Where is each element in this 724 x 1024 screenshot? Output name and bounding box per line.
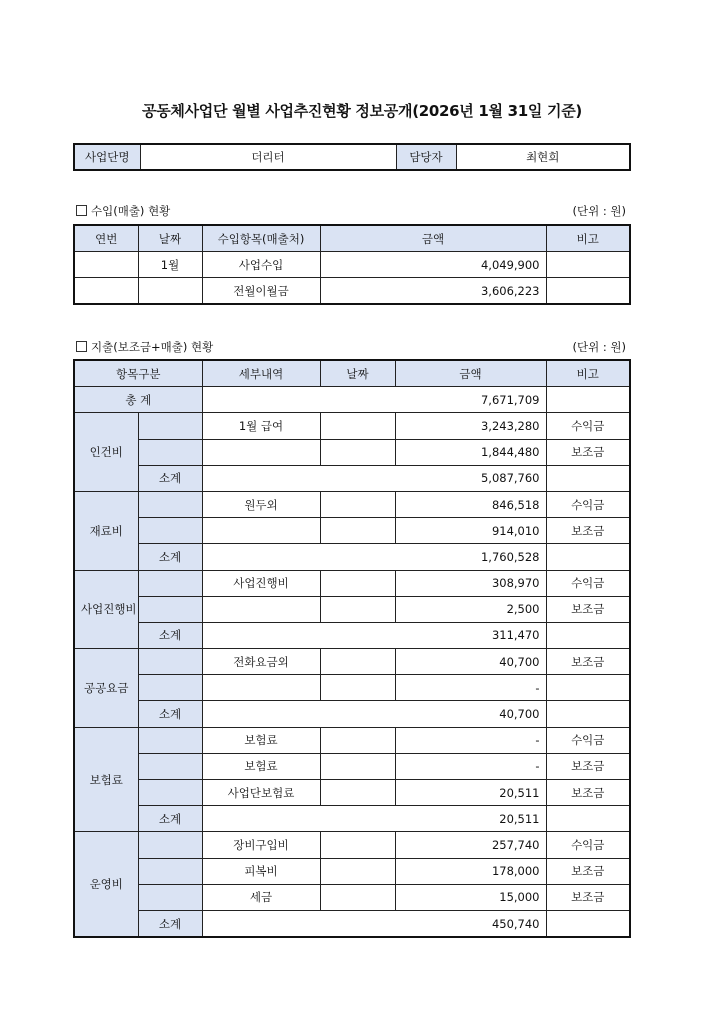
income-cell-no (74, 252, 138, 278)
expense-amount: - (395, 753, 546, 779)
expense-detail (202, 675, 320, 701)
subtotal-label: 소계 (138, 806, 202, 832)
income-cell-item: 전월이월금 (202, 278, 320, 305)
table-row (74, 675, 630, 701)
expense-detail (202, 439, 320, 465)
expense-amount: 846,518 (395, 491, 546, 517)
table-row (74, 439, 630, 465)
expense-amount: 257,740 (395, 832, 546, 858)
expense-heading (76, 339, 213, 355)
expense-date (320, 596, 395, 622)
subtotal-note (546, 622, 630, 648)
total-amount: 7,671,709 (202, 387, 546, 413)
expense-note: 보조금 (546, 780, 630, 806)
income-cell-amount: 4,049,900 (320, 252, 546, 278)
subtotal-row (74, 465, 630, 491)
expense-date (320, 413, 395, 439)
income-unit: (단위 : 원) (572, 204, 626, 218)
income-cell-amount: 3,606,223 (320, 278, 546, 305)
info-table (73, 143, 631, 171)
income-heading-text: 수입(매출) 현황 (91, 204, 171, 218)
table-row (74, 491, 630, 517)
expense-sub-cell (138, 884, 202, 910)
expense-sub-cell (138, 518, 202, 544)
expense-note: 수익금 (546, 832, 630, 858)
income-header-date: 날짜 (138, 225, 202, 252)
subtotal-amount: 5,087,760 (202, 465, 546, 491)
income-cell-item: 사업수입 (202, 252, 320, 278)
income-cell-note (546, 278, 630, 305)
income-table (73, 224, 631, 305)
expense-detail (202, 518, 320, 544)
manager-label: 담당자 (396, 144, 456, 170)
expense-sub-cell (138, 570, 202, 596)
expense-category: 인건비 (74, 413, 138, 492)
income-cell-no (74, 278, 138, 305)
expense-sub-cell (138, 491, 202, 517)
expense-date (320, 832, 395, 858)
expense-note: 수익금 (546, 570, 630, 596)
income-header-note: 비고 (546, 225, 630, 252)
subtotal-row (74, 701, 630, 727)
total-row (74, 387, 630, 413)
table-row (74, 570, 630, 596)
expense-sub-cell (138, 753, 202, 779)
income-cell-date: 1월 (138, 252, 202, 278)
expense-sub-cell (138, 780, 202, 806)
expense-note: 보조금 (546, 649, 630, 675)
checkbox-icon (76, 341, 87, 352)
subtotal-row (74, 544, 630, 570)
subtotal-label: 소계 (138, 544, 202, 570)
expense-detail: 사업단보험료 (202, 780, 320, 806)
expense-date (320, 491, 395, 517)
expense-sub-cell (138, 413, 202, 439)
subtotal-row (74, 910, 630, 937)
expense-note: 보조금 (546, 884, 630, 910)
subtotal-note (546, 701, 630, 727)
expense-date (320, 439, 395, 465)
expense-note: 보조금 (546, 753, 630, 779)
table-row (74, 596, 630, 622)
expense-detail (202, 596, 320, 622)
manager-value: 최현희 (456, 144, 630, 170)
expense-detail: 전화요금외 (202, 649, 320, 675)
expense-header-amount: 금액 (395, 360, 546, 387)
expense-header-category: 항목구분 (74, 360, 202, 387)
table-row (74, 884, 630, 910)
expense-date (320, 518, 395, 544)
expense-detail: 보험료 (202, 753, 320, 779)
subtotal-amount: 450,740 (202, 910, 546, 937)
expense-date (320, 884, 395, 910)
expense-detail: 보험료 (202, 727, 320, 753)
total-note (546, 387, 630, 413)
table-row (74, 413, 630, 439)
expense-date (320, 727, 395, 753)
expense-sub-cell (138, 439, 202, 465)
expense-heading-text: 지출(보조금+매출) 현황 (91, 340, 214, 354)
table-row (74, 753, 630, 779)
expense-date (320, 753, 395, 779)
expense-amount: 20,511 (395, 780, 546, 806)
income-header-item: 수입항목(매출처) (202, 225, 320, 252)
subtotal-amount: 311,470 (202, 622, 546, 648)
expense-amount: 1,844,480 (395, 439, 546, 465)
expense-detail: 1월 급여 (202, 413, 320, 439)
subtotal-label: 소계 (138, 465, 202, 491)
subtotal-label: 소계 (138, 622, 202, 648)
expense-amount: 3,243,280 (395, 413, 546, 439)
expense-date (320, 858, 395, 884)
subtotal-amount: 20,511 (202, 806, 546, 832)
expense-note: 수익금 (546, 413, 630, 439)
expense-date (320, 675, 395, 701)
subtotal-note (546, 465, 630, 491)
expense-detail: 피복비 (202, 858, 320, 884)
expense-amount: - (395, 727, 546, 753)
expense-note: 수익금 (546, 727, 630, 753)
expense-date (320, 780, 395, 806)
subtotal-note (546, 910, 630, 937)
expense-detail: 사업진행비 (202, 570, 320, 596)
expense-category: 운영비 (74, 832, 138, 937)
expense-amount: 178,000 (395, 858, 546, 884)
subtotal-note (546, 544, 630, 570)
expense-amount: 15,000 (395, 884, 546, 910)
subtotal-row (74, 806, 630, 832)
expense-note: 수익금 (546, 491, 630, 517)
expense-detail: 세금 (202, 884, 320, 910)
table-row (74, 278, 630, 305)
table-row (74, 832, 630, 858)
expense-table (73, 359, 631, 938)
expense-note: 보조금 (546, 439, 630, 465)
expense-amount: 40,700 (395, 649, 546, 675)
org-name-label: 사업단명 (74, 144, 140, 170)
subtotal-amount: 40,700 (202, 701, 546, 727)
expense-header-date: 날짜 (320, 360, 395, 387)
expense-category: 보험료 (74, 727, 138, 832)
income-header-amount: 금액 (320, 225, 546, 252)
table-row (74, 252, 630, 278)
expense-sub-cell (138, 675, 202, 701)
org-name-value: 더리터 (140, 144, 396, 170)
expense-sub-cell (138, 649, 202, 675)
expense-amount: 914,010 (395, 518, 546, 544)
expense-sub-cell (138, 596, 202, 622)
checkbox-icon (76, 205, 87, 216)
table-row (74, 518, 630, 544)
expense-header-note: 비고 (546, 360, 630, 387)
expense-note: 보조금 (546, 596, 630, 622)
expense-amount: 308,970 (395, 570, 546, 596)
expense-amount: 2,500 (395, 596, 546, 622)
expense-amount: - (395, 675, 546, 701)
subtotal-amount: 1,760,528 (202, 544, 546, 570)
expense-detail: 장비구입비 (202, 832, 320, 858)
expense-note: 보조금 (546, 518, 630, 544)
expense-note (546, 675, 630, 701)
subtotal-label: 소계 (138, 910, 202, 937)
income-cell-date (138, 278, 202, 305)
table-row (74, 858, 630, 884)
expense-header-detail: 세부내역 (202, 360, 320, 387)
expense-category: 사업진행비 (74, 570, 138, 649)
expense-date (320, 570, 395, 596)
expense-category: 공공요금 (74, 649, 138, 728)
expense-note: 보조금 (546, 858, 630, 884)
subtotal-row (74, 622, 630, 648)
income-heading (76, 203, 170, 219)
expense-unit: (단위 : 원) (572, 340, 626, 354)
income-header-no: 연번 (74, 225, 138, 252)
table-row (74, 649, 630, 675)
table-row (74, 780, 630, 806)
expense-sub-cell (138, 858, 202, 884)
table-row (74, 727, 630, 753)
expense-sub-cell (138, 832, 202, 858)
income-cell-note (546, 252, 630, 278)
expense-date (320, 649, 395, 675)
expense-sub-cell (138, 727, 202, 753)
total-label: 총 계 (74, 387, 202, 413)
subtotal-label: 소계 (138, 701, 202, 727)
page-title: 공동체사업단 월별 사업추진현황 정보공개(2026년 1월 31일 기준) (142, 102, 582, 120)
expense-category: 재료비 (74, 491, 138, 570)
expense-detail: 원두외 (202, 491, 320, 517)
subtotal-note (546, 806, 630, 832)
